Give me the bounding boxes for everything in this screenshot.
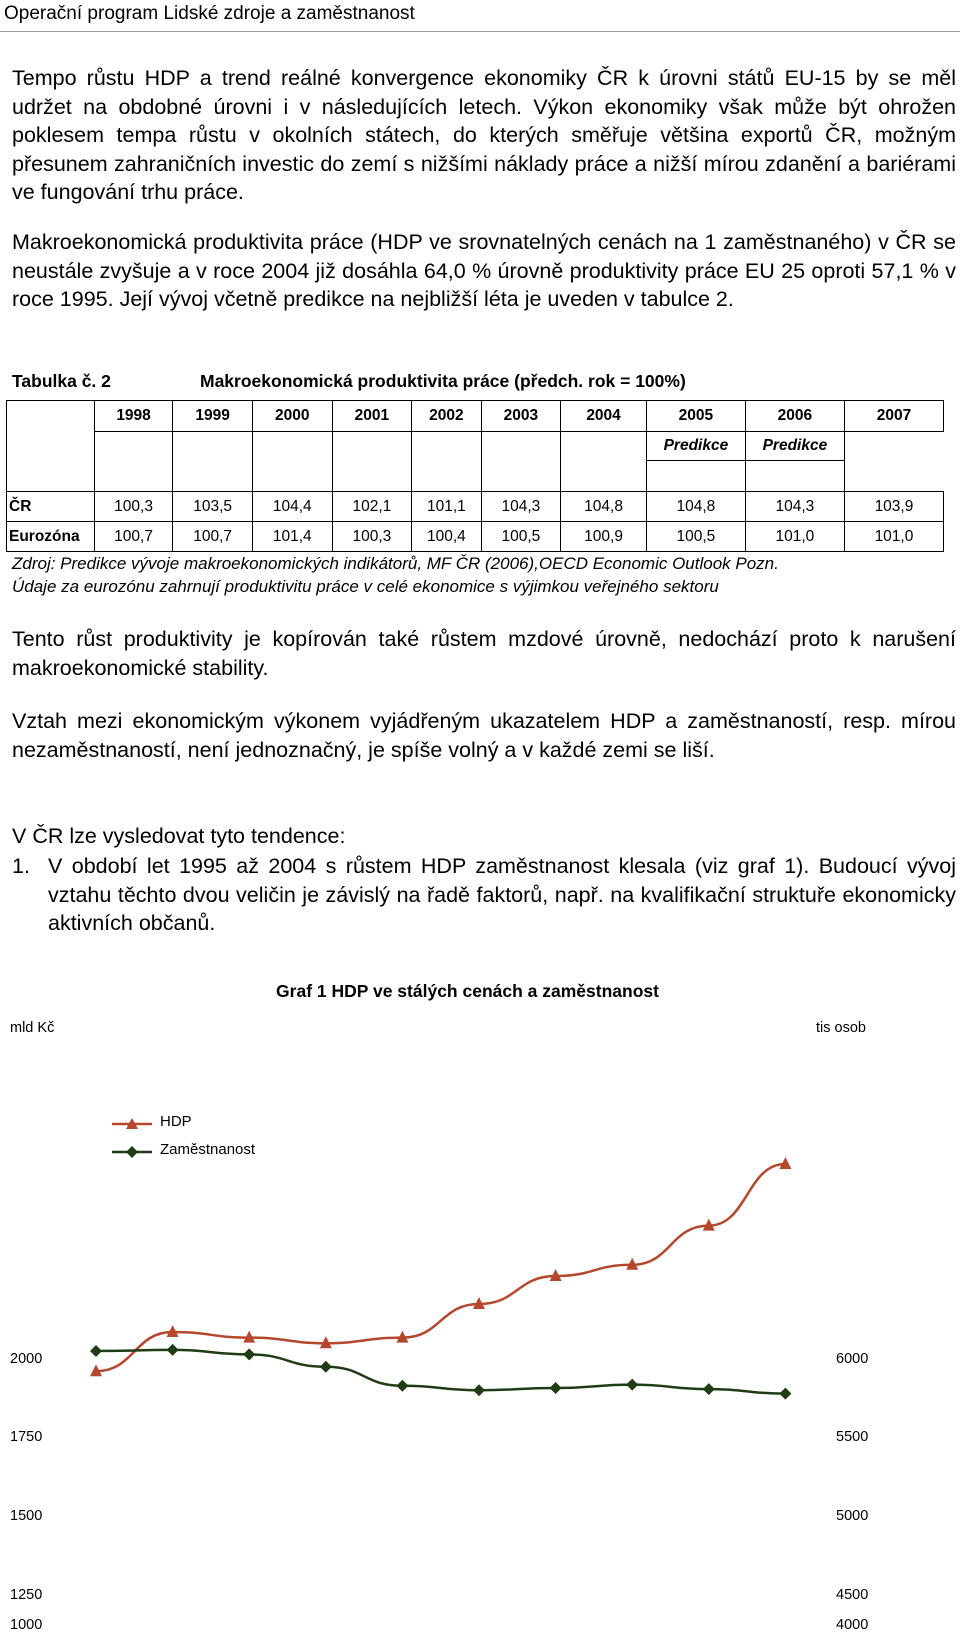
employment-point: [243, 1348, 255, 1360]
year-cell: 2000: [252, 401, 332, 432]
chart-series: [90, 1157, 791, 1400]
table-label: Tabulka č. 2: [12, 371, 111, 391]
table-cell: 101,0: [844, 522, 943, 552]
table-cell: 100,3: [94, 492, 173, 522]
source-line: Zdroj: Predikce vývoje makroekonomických indikátorů, MF ČR (2006),OECD Economic Outlook Pozn.: [12, 554, 779, 573]
year-cell: 2006: [745, 401, 844, 432]
forecast-cell: Predikce: [646, 432, 745, 461]
right-axis-unit: tis osob: [816, 1020, 866, 1036]
table-cell: 100,7: [94, 522, 173, 552]
left-tick-label: 1750: [10, 1429, 43, 1445]
right-tick-label: 6000: [836, 1351, 869, 1367]
year-cell: 2007: [844, 401, 943, 432]
left-axis-unit: mld Kč: [10, 1020, 55, 1036]
hdp-point: [779, 1157, 791, 1169]
table-cell: 101,4: [252, 522, 332, 552]
employment-point: [167, 1344, 179, 1356]
table-cell: 100,9: [561, 522, 647, 552]
table-cell: 103,5: [173, 492, 253, 522]
chart-legend: [112, 1118, 152, 1158]
legend-marker-employment: [126, 1146, 138, 1158]
table-cell: 104,8: [646, 492, 745, 522]
right-tick-label: 4000: [836, 1617, 869, 1633]
year-cell: 2001: [332, 401, 412, 432]
year-cell: 2003: [481, 401, 561, 432]
chart-title: Graf 1 HDP ve stálých cenách a zaměstnanost: [276, 981, 659, 1001]
table-cell: 101,0: [745, 522, 844, 552]
table-cell: 100,4: [412, 522, 481, 552]
table-cell: 101,1: [412, 492, 481, 522]
row-label: Eurozóna: [7, 522, 95, 552]
table-cell: 100,5: [646, 522, 745, 552]
list-heading: V ČR lze vysledovat tyto tendence:: [12, 824, 346, 848]
table-cell: 104,4: [252, 492, 332, 522]
left-tick-label: 1000: [10, 1617, 43, 1633]
table-cell: 100,5: [481, 522, 561, 552]
left-tick-label: 1250: [10, 1587, 43, 1603]
paragraph-gdp-growth: Tempo růstu HDP a trend reálné konvergence ekonomiky ČR k úrovni států EU-15 by se měl udržet na obdobné úrovni i v následujících letech. Výkon ekonomiky však může být ohrožen poklesem tempa růstu v okolních státech, do kterých směřuje většina exportů ČR, možným přesunem zahraničních investic do zemí s nižšími náklady práce a nižší mírou zdanění a bariérami ve fungování trhu práce.: [12, 66, 956, 204]
paragraph-productivity: Makroekonomická produktivita práce (HDP ve srovnatelných cenách na 1 zaměstnaného) v ČR se neustále zvyšuje a v roce 2004 již dosáhla 64,0 % úrovně produktivity práce EU 25 oproti 57,1 % v roce 1995. Její vývoj včetně predikce na nejbližší léta je uveden v tabulce 2.: [12, 230, 956, 311]
employment-point: [779, 1388, 791, 1400]
year-cell: 2005: [646, 401, 745, 432]
hdp-line: [96, 1164, 785, 1371]
legend-label-hdp: HDP: [160, 1113, 192, 1130]
header-title: Operační program Lidské zdroje a zaměstnanost: [4, 3, 415, 24]
employment-point: [320, 1361, 332, 1373]
table-cell: 104,8: [561, 492, 647, 522]
right-tick-label: 4500: [836, 1587, 869, 1603]
employment-point: [626, 1379, 638, 1391]
table-cell: 100,3: [332, 522, 412, 552]
year-cell: 2004: [561, 401, 647, 432]
right-tick-label: 5500: [836, 1429, 869, 1445]
employment-point: [90, 1345, 102, 1357]
employment-line: [96, 1350, 785, 1394]
employment-point: [473, 1384, 485, 1396]
row-label: ČR: [7, 492, 95, 522]
list-item-text: V období let 1995 až 2004 s růstem HDP zaměstnanost klesala (viz graf 1). Budoucí vývoj vztahu těchto dvou veličin je závislý na řadě faktorů, např. na kvalifikační struktuře ekonomicky aktivních občanů.: [48, 854, 956, 935]
forecast-cell: Predikce: [745, 432, 844, 461]
year-cell: 1998: [94, 401, 173, 432]
paragraph-gdp-employment: Vztah mezi ekonomickým výkonem vyjádřeným ukazatelem HDP a zaměstnaností, resp. mírou nezaměstnaností, není jednoznačný, je spíše volný a v každé zemi se liší.: [12, 709, 956, 762]
left-tick-label: 1500: [10, 1508, 43, 1524]
source-line: Údaje za eurozónu zahrnují produktivitu práce v celé ekonomice s výjimkou veřejného sektoru: [12, 576, 719, 596]
year-cell: 2002: [412, 401, 481, 432]
paragraph-wage-growth: Tento růst produktivity je kopírován také růstem mzdové úrovně, nedochází proto k narušení makroekonomické stability.: [12, 627, 956, 680]
employment-point: [550, 1382, 562, 1394]
right-tick-label: 5000: [836, 1508, 869, 1524]
list-item-number: 1.: [12, 854, 30, 878]
table-cell: 100,7: [173, 522, 253, 552]
legend-label-employment: Zaměstnanost: [160, 1141, 256, 1158]
employment-point: [396, 1380, 408, 1392]
table-cell: 103,9: [844, 492, 943, 522]
employment-point: [703, 1383, 715, 1395]
year-cell: 1999: [173, 401, 253, 432]
table-caption: Makroekonomická produktivita práce (předch. rok = 100%): [200, 371, 686, 391]
table-cell: 102,1: [332, 492, 412, 522]
left-tick-label: 2000: [10, 1351, 43, 1367]
table-cell: 104,3: [481, 492, 561, 522]
table-cell: 104,3: [745, 492, 844, 522]
